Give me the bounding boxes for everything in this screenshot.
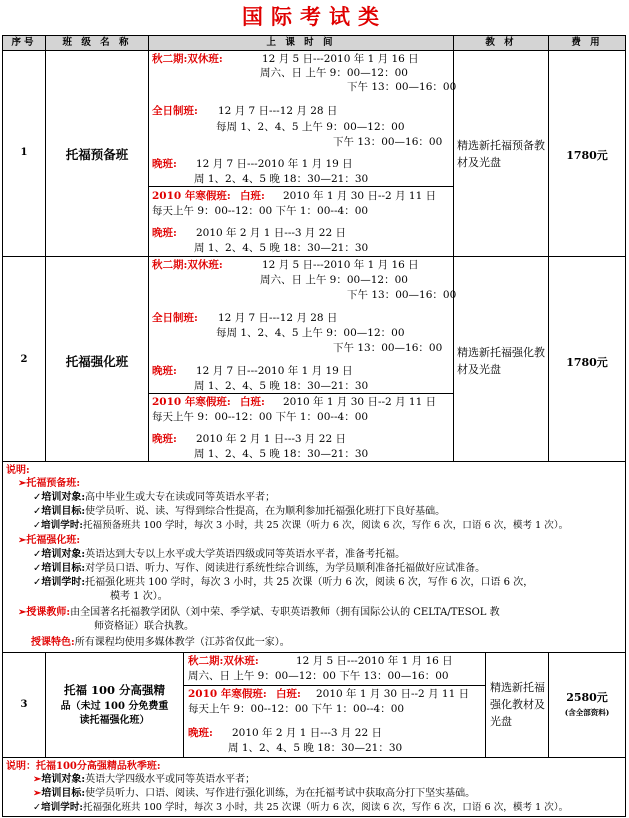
col-line-3: [453, 35, 454, 461]
row2-w-l2: 每天上午 9：00--12：00 下午 1：00--4：00: [152, 411, 369, 423]
arrow-right-icon: ➢: [33, 774, 42, 785]
notes1-int-hours-key: 培训学时:: [41, 577, 86, 588]
row2-s3-l2: 周 1、2、4、5 晚 18：30—21：30: [194, 380, 369, 392]
header-no: 序号: [11, 37, 37, 48]
notes1-int-goal: [33, 562, 485, 575]
row3-s1-l2: 周六、日 上午 9：00—12：00 下午 13：00—16：00: [188, 670, 449, 682]
row2-s2-l3: 下午 13：00—16：00: [333, 342, 443, 354]
row1-w2-l2: 周 1、2、4、5 晚 18：30—21：30: [194, 242, 369, 254]
notes2-goal-value: 使学员听力、口语、阅读、写作进行强化训练，为在托福考试中获取高分打下坚实基础。: [85, 788, 476, 799]
row3-no: 3: [20, 699, 28, 710]
row-divider-3: [2, 652, 626, 653]
col-line-4: [548, 35, 549, 461]
row2-w-label2: 白班:: [240, 396, 265, 408]
page-title: 国际考试类: [242, 4, 387, 29]
row1-s1-l3: 下午 13：00—16：00: [347, 81, 457, 93]
row1-s1-label: 秋二期:双休班:: [152, 53, 223, 65]
row1-w-label2: 白班:: [240, 190, 265, 202]
notes2-hours-key: 培训学时:: [41, 802, 83, 813]
col-line-r3-3: [485, 652, 486, 757]
row2-w-l1: 2010 年 1 月 30 日--2 月 11 日: [283, 396, 437, 408]
notes2-hours: [33, 801, 568, 814]
inner-divider-2: [148, 393, 453, 394]
row3-w-label: 2010 年寒假班:: [188, 688, 267, 700]
row1-s3-l2: 周 1、2、4、5 晚 18：30—21：30: [194, 173, 369, 185]
row3-w2-l2: 周 1、2、4、5 晚 18：30—21：30: [228, 742, 403, 754]
notes1-int-title: [18, 534, 80, 547]
row2-s1-l2: 周六、日 上午 9：00—12：00: [260, 274, 408, 286]
check-icon: ✓: [33, 549, 42, 560]
row2-s2-l1: 12 月 7 日---12 月 28 日: [218, 312, 338, 324]
row2-name: 托福强化班: [65, 354, 129, 369]
notes1-prep-goal-value: 使学员听、说、读、写得到综合性提高，在为顺利参加托福强化班打下良好基础。: [85, 506, 446, 517]
row3-w2-l1: 2010 年 2 月 1 日---3 月 22 日: [232, 727, 382, 739]
notes1-prep-hours-value: 托福预备班共 100 学时，每次 3 小时，共 25 次课（听力 6 次，阅读 6 次，写作 6 次，口语 6 次，模考 1 次）。: [82, 520, 569, 531]
notes1-prep-title: [18, 477, 80, 490]
notes1-prep-hours-key: 培训学时:: [41, 520, 83, 531]
notes1-feature-value: 所有课程均使用多媒体教学（江苏省仅此一家）。: [74, 637, 290, 648]
row3-w-l2: 每天上午 9：00--12：00 下午 1：00--4：00: [188, 703, 405, 715]
row1-name: 托福预备班: [65, 147, 129, 162]
notes2-obj-key: 培训对象:: [41, 774, 86, 785]
row3-fee-note: (含全部资料): [564, 708, 610, 717]
notes1-prep-obj: [33, 491, 275, 504]
row1-w-label: 2010 年寒假班:: [152, 190, 231, 202]
row2-w-label: 2010 年寒假班:: [152, 396, 231, 408]
arrow-right-icon: ➢: [33, 788, 42, 799]
row2-w2-l1: 2010 年 2 月 1 日---3 月 22 日: [196, 433, 346, 445]
row1-s3-l1: 12 月 7 日---2010 年 1 月 19 日: [196, 158, 353, 170]
notes1-int-hours: [33, 576, 533, 589]
header-time: 上 课 时 间: [266, 37, 336, 48]
notes1-teacher-key: 授课教师:: [26, 607, 71, 618]
header-divider: [2, 50, 626, 51]
row1-w-l1: 2010 年 1 月 30 日--2 月 11 日: [283, 190, 437, 202]
row3-fee: 2580元: [566, 691, 608, 704]
row-divider-1: [2, 256, 626, 257]
row1-s2-label: 全日制班:: [152, 105, 198, 117]
notes1-prep-goal: [33, 505, 445, 518]
notes1-teacher-value: 由全国著名托福教学团队（刘中荣、季学斌、专职英语教师（拥有国际公认的 CELTA/TESOL 教: [70, 607, 500, 618]
row3-name-2: 品（未过 100 分免费重: [60, 701, 169, 712]
row3-s1-l1: 12 月 5 日---2010 年 1 月 16 日: [296, 655, 453, 667]
check-icon: ✓: [33, 802, 42, 813]
arrow-right-icon: ➢: [18, 535, 27, 546]
row2-s2-label: 全日制班:: [152, 312, 198, 324]
notes1-int-goal-key: 培训目标:: [41, 563, 86, 574]
notes1-teacher-cont: 师资格证）联合执教。: [94, 621, 194, 632]
notes1-int-goal-value: 对学员口语、听力、写作、阅读进行系统性综合训练，为学员顺利准备托福做好应试准备。: [85, 563, 486, 574]
row3-w-label2: 白班:: [276, 688, 301, 700]
check-icon: ✓: [33, 506, 42, 517]
notes1-int-obj: [33, 548, 405, 561]
row-divider-4: [2, 757, 626, 758]
notes1-int-obj-key: 培训对象:: [41, 549, 86, 560]
notes1-feature-key: 授课特色:: [31, 637, 75, 648]
arrow-right-icon: ➢: [18, 607, 27, 618]
row3-name-3: 读托福强化班）: [79, 715, 150, 726]
row-divider-2: [2, 461, 626, 462]
header-name: 班 级 名 称: [62, 37, 132, 48]
row2-fee: 1780元: [566, 356, 608, 369]
notes1-teacher: [18, 606, 500, 619]
table-border-right: [625, 35, 626, 817]
check-icon: ✓: [33, 520, 42, 531]
check-icon: ✓: [33, 563, 42, 574]
check-icon: ✓: [33, 492, 42, 503]
notes2-hours-value: 托福强化班共 100 学时，每次 3 小时，共 25 次课（听力 6 次，阅读 6 次，写作 6 次，口语 6 次，模考 1 次）。: [82, 802, 569, 813]
col-line-1: [45, 35, 46, 461]
row2-w2-label: 晚班:: [152, 433, 177, 445]
row2-material: 精选新托福强化教材及光盘: [457, 346, 545, 376]
row2-s1-l3: 下午 13：00—16：00: [347, 289, 457, 301]
notes1-prep-obj-key: 培训对象:: [41, 492, 86, 503]
notes1-int-title-text: 托福强化班:: [26, 535, 81, 546]
row1-s2-l1: 12 月 7 日---12 月 28 日: [218, 105, 338, 117]
table-border-bottom: [2, 816, 626, 817]
arrow-right-icon: ➢: [18, 478, 27, 489]
notes2-label: 说明：托福100分高强精品秋季班:: [6, 761, 161, 772]
notes2-obj: [33, 773, 255, 786]
notes1-prep-title-text: 托福预备班:: [26, 478, 81, 489]
row1-fee: 1780元: [566, 149, 608, 162]
header-fee: 费 用: [571, 37, 603, 48]
row2-s1-l1: 12 月 5 日---2010 年 1 月 16 日: [262, 259, 419, 271]
notes2-goal-key: 培训目标:: [41, 788, 86, 799]
row2-s2-l2: 每周 1、2、4、5 上午 9：00—12：00: [216, 327, 405, 339]
notes1-feature: [31, 636, 290, 649]
notes1-int-obj-value: 英语达到大专以上水平或大学英语四级或同等英语水平者，准备考托福。: [85, 549, 406, 560]
notes1-prep-hours: [33, 519, 568, 532]
check-icon: ✓: [33, 577, 42, 588]
notes2-goal: [33, 787, 475, 800]
notes2-obj-value: 英语大学四级水平或同等英语水平者；: [85, 774, 256, 785]
row3-w2-label: 晚班:: [188, 727, 213, 739]
inner-divider-1: [148, 186, 453, 187]
notes1-label: 说明:: [6, 465, 30, 476]
row2-s3-l1: 12 月 7 日---2010 年 1 月 19 日: [196, 365, 353, 377]
row3-name-1: 托福 100 分高强精: [63, 683, 165, 697]
row1-material: 精选新托福预备教材及光盘: [457, 139, 545, 169]
notes1-prep-goal-key: 培训目标:: [41, 506, 86, 517]
row1-w2-l1: 2010 年 2 月 1 日---3 月 22 日: [196, 227, 346, 239]
row2-w2-l2: 周 1、2、4、5 晚 18：30—21：30: [194, 448, 369, 460]
row2-s3-label: 晚班:: [152, 365, 177, 377]
row3-material: 精选新托福强化教材及光盘: [490, 681, 545, 728]
row2-no: 2: [20, 354, 28, 365]
row1-w2-label: 晚班:: [152, 227, 177, 239]
row3-w-l1: 2010 年 1 月 30 日--2 月 11 日: [316, 688, 470, 700]
col-line-r3-2: [183, 652, 184, 757]
inner-divider-3: [183, 685, 485, 686]
row1-s2-l2: 每周 1、2、4、5 上午 9：00—12：00: [216, 121, 405, 133]
notes1-int-hours-value: 托福强化班共 100 学时，每次 3 小时，共 25 次课（听力 6 次，阅读 6 次，写作 6 次，口语 6 次，: [85, 577, 534, 588]
header-material: 教 材: [485, 37, 517, 48]
row1-s1-l2: 周六、日 上午 9：00—12：00: [260, 67, 408, 79]
notes1-prep-obj-value: 高中毕业生或大专在读或同等英语水平者；: [85, 492, 276, 503]
row1-no: 1: [20, 147, 28, 158]
row2-s1-label: 秋二期:双休班:: [152, 259, 223, 271]
col-line-2: [148, 35, 149, 461]
row1-w-l2: 每天上午 9：00--12：00 下午 1：00--4：00: [152, 205, 369, 217]
row3-s1-label: 秋二期:双休班:: [188, 655, 259, 667]
row1-s1-l1: 12 月 5 日---2010 年 1 月 16 日: [262, 53, 419, 65]
notes1-int-hours-cont: 模考 1 次）。: [110, 591, 168, 602]
row1-s3-label: 晚班:: [152, 158, 177, 170]
row1-s2-l3: 下午 13：00—16：00: [333, 136, 443, 148]
